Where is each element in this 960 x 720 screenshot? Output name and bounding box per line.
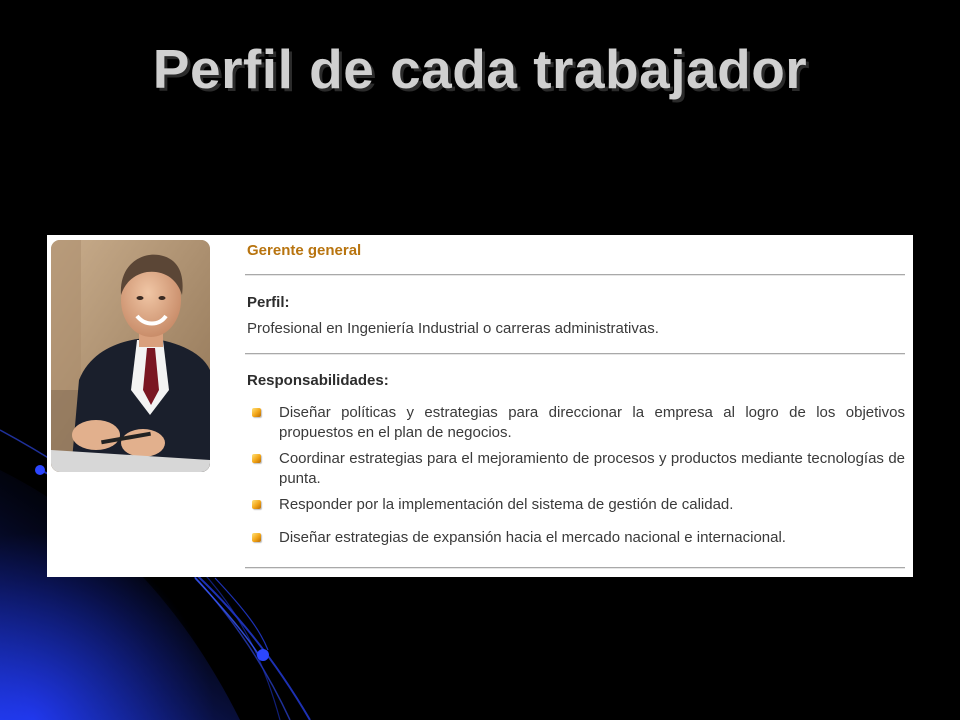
slide-title: Perfil de cada trabajador	[152, 38, 808, 100]
responsibility-text: Coordinar estrategias para el mejoramiento de procesos y productos mediante tecnologías de punta.	[279, 450, 905, 487]
responsibility-item	[245, 495, 905, 515]
responsibility-item	[245, 403, 905, 443]
square-bullet-icon	[252, 533, 261, 542]
responsibility-text: Diseñar políticas y estrategias para direccionar la empresa al logro de los objetivos propuestos en el plan de negocios.	[279, 404, 905, 441]
profile-text: Profesional en Ingeniería Industrial o carreras administrativas.	[247, 320, 659, 337]
responsibilities-heading: Responsabilidades:	[247, 372, 389, 389]
role-title: Gerente general	[247, 242, 362, 259]
square-bullet-icon	[252, 500, 261, 509]
divider	[245, 353, 905, 355]
responsibilities-list	[245, 403, 905, 554]
square-bullet-icon	[252, 454, 261, 463]
responsibility-text: Responder por la implementación del sistema de gestión de calidad.	[279, 496, 734, 513]
profile-heading: Perfil:	[247, 294, 290, 311]
square-bullet-icon	[252, 408, 261, 417]
responsibility-item	[245, 449, 905, 489]
responsibility-item	[245, 528, 905, 548]
responsibility-text: Diseñar estrategias de expansión hacia el mercado nacional e internacional.	[279, 529, 786, 546]
profile-card	[47, 235, 913, 577]
profile-photo	[51, 240, 210, 472]
divider	[245, 567, 905, 569]
divider	[245, 274, 905, 276]
